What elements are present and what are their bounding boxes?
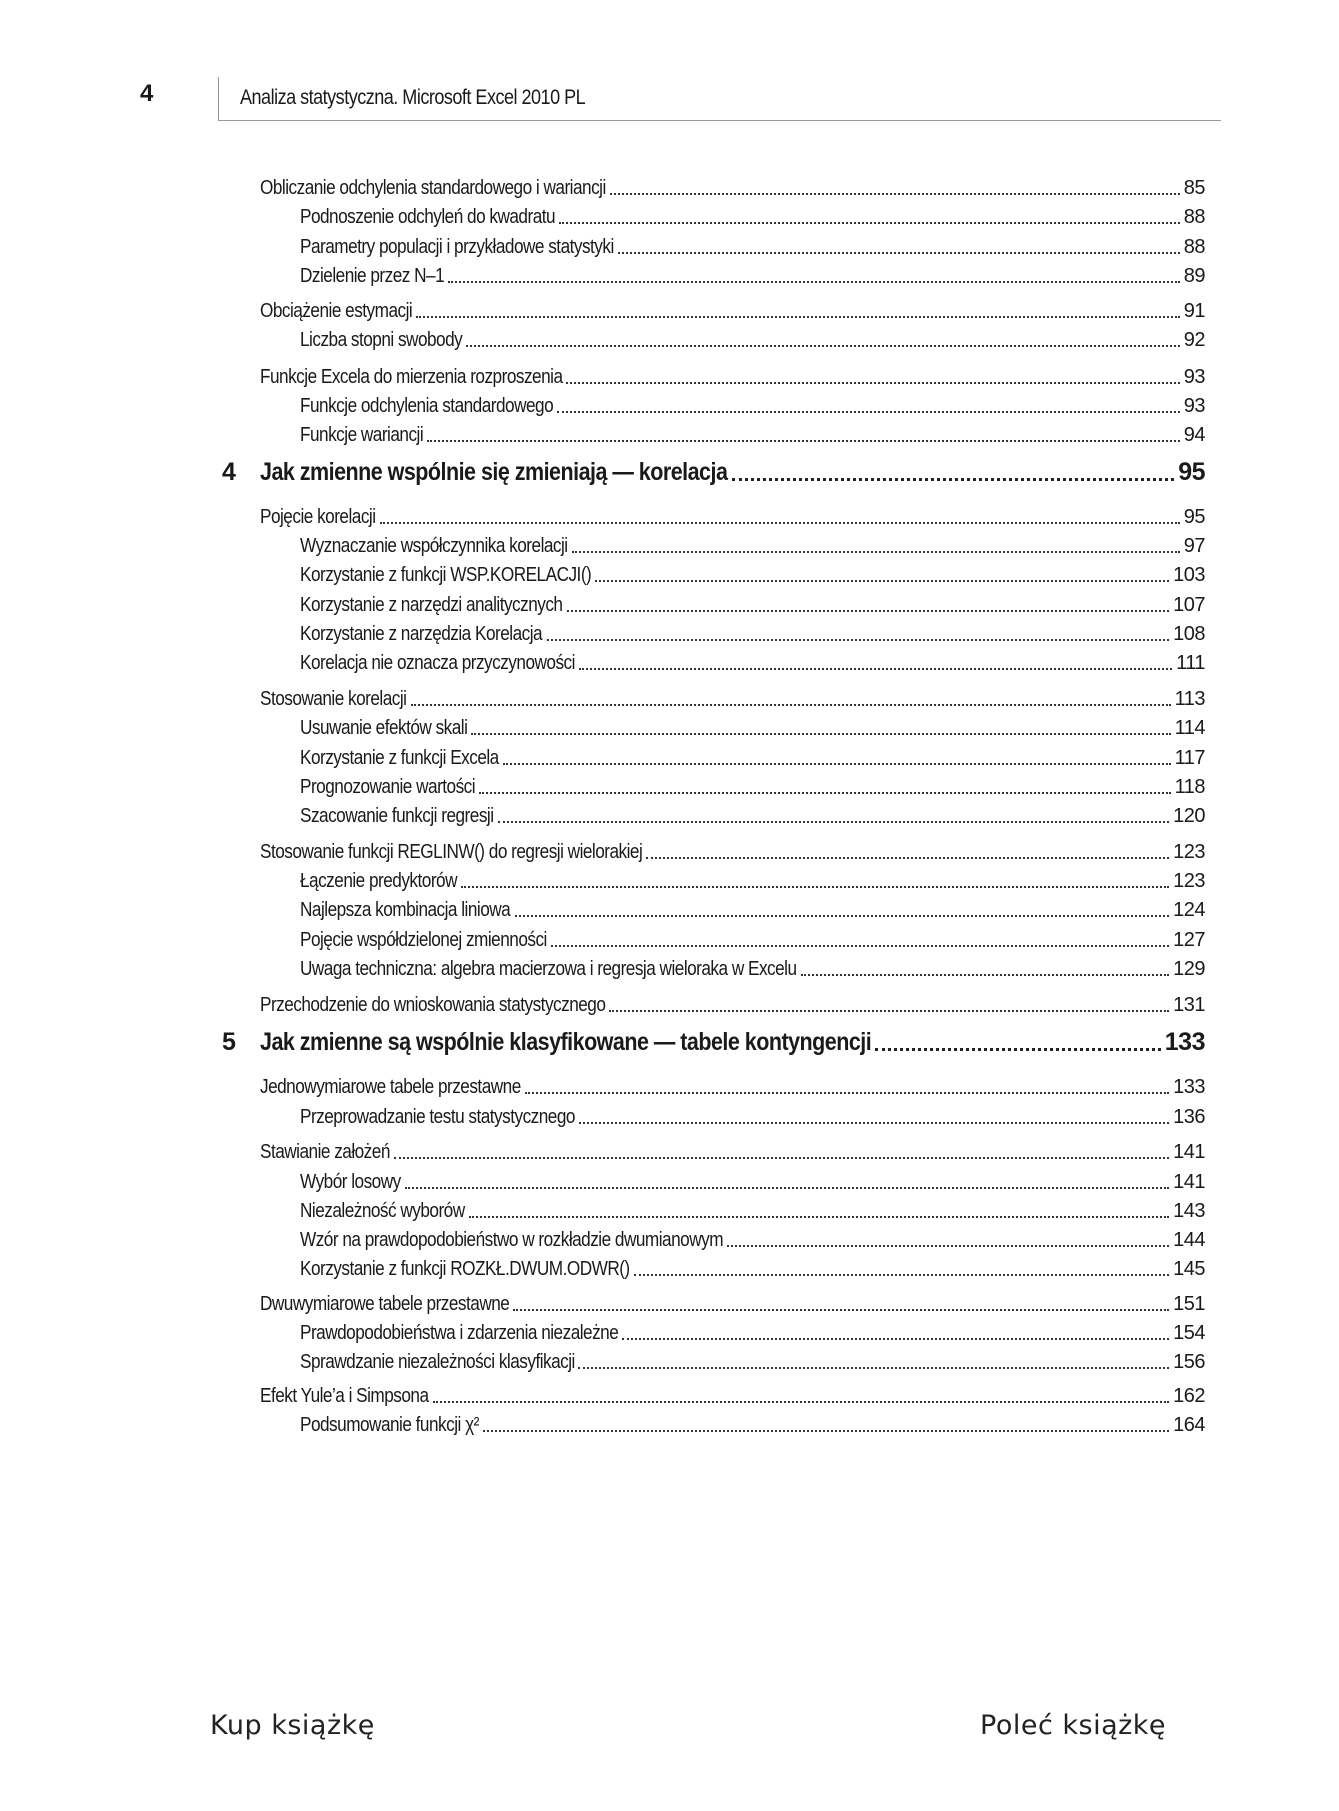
toc-entry bbox=[300, 897, 1205, 923]
dot-leader bbox=[547, 639, 1170, 641]
toc-entry-title: Uwaga techniczna: algebra macierzowa i regresja wieloraka w Excelu bbox=[300, 958, 797, 980]
dot-leader bbox=[498, 821, 1170, 823]
toc-entry bbox=[300, 803, 1205, 829]
toc-entry bbox=[260, 1074, 1205, 1100]
toc-entry-page: 145 bbox=[1173, 1258, 1205, 1280]
toc-entry-page: 151 bbox=[1173, 1293, 1205, 1315]
dot-leader bbox=[567, 610, 1169, 612]
chapter-number: 4 bbox=[222, 458, 236, 486]
toc-entry-page: 129 bbox=[1173, 958, 1205, 980]
toc-entry bbox=[260, 839, 1205, 865]
toc-entry bbox=[300, 774, 1205, 800]
toc-entry-title: Korzystanie z funkcji ROZKŁ.DWUM.ODWR() bbox=[300, 1258, 630, 1280]
toc-entry-page: 103 bbox=[1173, 564, 1205, 586]
toc-entry bbox=[300, 422, 1205, 448]
toc-entry bbox=[300, 592, 1205, 618]
toc-entry-page: 131 bbox=[1173, 994, 1205, 1016]
toc-entry-title: Stosowanie funkcji REGLINW() do regresji wielorakiej bbox=[260, 841, 643, 863]
buy-book-link[interactable]: Kup książkę bbox=[210, 1710, 375, 1741]
toc-entry bbox=[260, 175, 1205, 201]
toc-entry-page: 113 bbox=[1174, 688, 1205, 710]
toc-entry-title: Podsumowanie funkcji χ² bbox=[300, 1414, 479, 1436]
dot-leader bbox=[801, 974, 1169, 976]
toc-entry bbox=[300, 562, 1205, 588]
toc-entry-title: Korelacja nie oznacza przyczynowości bbox=[300, 652, 575, 674]
toc-entry-page: 143 bbox=[1173, 1200, 1205, 1222]
dot-leader bbox=[394, 1157, 1169, 1159]
toc-entry-title: Dwuwymiarowe tabele przestawne bbox=[260, 1293, 510, 1315]
toc-entry-title: Wyznaczanie współczynnika korelacji bbox=[300, 535, 568, 557]
dot-leader bbox=[483, 1430, 1169, 1432]
toc-entry-title: Korzystanie z narzędzia Korelacja bbox=[300, 623, 543, 645]
dot-leader bbox=[551, 945, 1169, 947]
dot-leader bbox=[875, 1048, 1161, 1051]
toc-entry-page: 114 bbox=[1174, 717, 1205, 739]
toc-entry-title: Łączenie predyktorów bbox=[300, 870, 458, 892]
dot-leader bbox=[732, 478, 1174, 481]
dot-leader bbox=[618, 252, 1180, 254]
toc-entry-title: Pojęcie współdzielonej zmienności bbox=[300, 929, 547, 951]
toc-entry-title: Dzielenie przez N–1 bbox=[300, 265, 445, 287]
dot-leader bbox=[380, 522, 1180, 524]
dot-leader bbox=[578, 1367, 1169, 1369]
toc-entry bbox=[260, 1291, 1205, 1317]
toc-entry-page: 94 bbox=[1183, 424, 1205, 446]
toc-entry-title: Jednowymiarowe tabele przestawne bbox=[260, 1076, 521, 1098]
toc-entry bbox=[300, 956, 1205, 982]
dot-leader bbox=[566, 382, 1180, 384]
toc-entry bbox=[300, 204, 1205, 230]
toc-entry-title: Sprawdzanie niezależności klasyfikacji bbox=[300, 1351, 575, 1373]
toc-entry-page: 108 bbox=[1173, 623, 1205, 645]
toc-entry-title: Prawdopodobieństwa i zdarzenia niezależne bbox=[300, 1322, 619, 1344]
toc-entry bbox=[300, 621, 1205, 647]
toc-entry-title: Przechodzenie do wnioskowania statystycznego bbox=[260, 994, 606, 1016]
toc-entry bbox=[300, 1169, 1205, 1195]
toc-entry bbox=[300, 1256, 1205, 1282]
toc-entry-page: 154 bbox=[1173, 1322, 1205, 1344]
toc-entry-page: 133 bbox=[1164, 1028, 1205, 1056]
toc-entry-page: 123 bbox=[1173, 870, 1205, 892]
toc-entry-page: 95 bbox=[1178, 458, 1205, 486]
toc-entry-page: 144 bbox=[1173, 1229, 1205, 1251]
toc-entry-page: 93 bbox=[1183, 395, 1205, 417]
toc-entry bbox=[300, 1320, 1205, 1346]
dot-leader bbox=[559, 222, 1180, 224]
dot-leader bbox=[727, 1245, 1169, 1247]
book-title: Analiza statystyczna. Microsoft Excel 2010 PL bbox=[240, 86, 586, 109]
toc-entry-page: 162 bbox=[1173, 1385, 1205, 1407]
toc-entry bbox=[260, 686, 1205, 712]
dot-leader bbox=[433, 1401, 1170, 1403]
toc-entry bbox=[300, 1349, 1205, 1375]
toc-entry-title: Szacowanie funkcji regresji bbox=[300, 805, 494, 827]
toc-entry bbox=[300, 1198, 1205, 1224]
toc-entry bbox=[300, 650, 1205, 676]
toc-entry bbox=[300, 234, 1205, 260]
toc-entry-page: 123 bbox=[1173, 841, 1205, 863]
toc-entry-page: 141 bbox=[1173, 1171, 1205, 1193]
toc-entry-title: Prognozowanie wartości bbox=[300, 776, 476, 798]
dot-leader bbox=[466, 345, 1180, 347]
toc-entry bbox=[300, 393, 1205, 419]
toc-entry-title: Najlepsza kombinacja liniowa bbox=[300, 899, 511, 921]
dot-leader bbox=[622, 1338, 1169, 1340]
dot-leader bbox=[479, 792, 1171, 794]
toc-entry bbox=[260, 364, 1205, 390]
toc-entry-title: Korzystanie z narzędzi analitycznych bbox=[300, 594, 563, 616]
toc-entry bbox=[300, 1104, 1205, 1130]
toc-entry-title: Obliczanie odchylenia standardowego i wariancji bbox=[260, 177, 606, 199]
toc-entry-page: 85 bbox=[1183, 177, 1205, 199]
dot-leader bbox=[557, 411, 1179, 413]
dot-leader bbox=[525, 1092, 1169, 1094]
toc-entry-title: Funkcje Excela do mierzenia rozproszenia bbox=[260, 366, 563, 388]
toc-entry-page: 91 bbox=[1183, 300, 1205, 322]
toc-entry-title: Przeprowadzanie testu statystycznego bbox=[300, 1106, 575, 1128]
toc-entry-title: Wzór na prawdopodobieństwo w rozkładzie dwumianowym bbox=[300, 1229, 724, 1251]
toc-entry-page: 124 bbox=[1173, 899, 1205, 921]
toc-entry-page: 120 bbox=[1173, 805, 1205, 827]
toc-entry-page: 127 bbox=[1173, 929, 1205, 951]
toc-entry bbox=[300, 927, 1205, 953]
toc-entry-page: 111 bbox=[1176, 652, 1205, 674]
dot-leader bbox=[513, 1309, 1169, 1311]
dot-leader bbox=[595, 580, 1169, 582]
toc-entry-page: 97 bbox=[1183, 535, 1205, 557]
toc-entry-title: Podnoszenie odchyleń do kwadratu bbox=[300, 206, 556, 228]
toc-entry-page: 88 bbox=[1183, 206, 1205, 228]
dot-leader bbox=[609, 1010, 1169, 1012]
toc-entry-title: Funkcje odchylenia standardowego bbox=[300, 395, 554, 417]
toc-entry-title: Efekt Yule’a i Simpsona bbox=[260, 1385, 429, 1407]
toc-entry-page: 141 bbox=[1173, 1141, 1205, 1163]
dot-leader bbox=[448, 281, 1180, 283]
toc-chapter-entry bbox=[222, 456, 1205, 488]
dot-leader bbox=[646, 857, 1169, 859]
dot-leader bbox=[411, 704, 1171, 706]
dot-leader bbox=[572, 551, 1180, 553]
toc-entry bbox=[300, 263, 1205, 289]
dot-leader bbox=[427, 440, 1179, 442]
dot-leader bbox=[469, 1216, 1169, 1218]
toc-entry-page: 164 bbox=[1173, 1414, 1205, 1436]
dot-leader bbox=[579, 1122, 1169, 1124]
toc-entry bbox=[300, 327, 1205, 353]
dot-leader bbox=[461, 886, 1170, 888]
toc-entry-title: Wybór losowy bbox=[300, 1171, 401, 1193]
toc-entry-page: 136 bbox=[1173, 1106, 1205, 1128]
page-number: 4 bbox=[140, 80, 154, 107]
chapter-number: 5 bbox=[222, 1028, 236, 1056]
toc-entry bbox=[300, 745, 1205, 771]
page-header bbox=[0, 0, 1339, 125]
toc-entry-page: 88 bbox=[1183, 236, 1205, 258]
dot-leader bbox=[503, 763, 1171, 765]
toc-entry-page: 107 bbox=[1173, 594, 1205, 616]
toc-entry-page: 117 bbox=[1174, 747, 1205, 769]
toc-entry-title: Jak zmienne wspólnie się zmieniają — korelacja bbox=[260, 458, 728, 486]
toc-entry bbox=[300, 533, 1205, 559]
toc-entry bbox=[300, 1227, 1205, 1253]
toc-entry-page: 95 bbox=[1183, 506, 1205, 528]
toc-entry-title: Obciążenie estymacji bbox=[260, 300, 413, 322]
toc-entry bbox=[260, 1383, 1205, 1409]
toc-entry bbox=[260, 1139, 1205, 1165]
toc-entry-page: 93 bbox=[1183, 366, 1205, 388]
header-divider-vertical bbox=[218, 77, 219, 121]
header-divider-horizontal bbox=[218, 120, 1221, 121]
toc-entry bbox=[260, 504, 1205, 530]
dot-leader bbox=[579, 668, 1173, 670]
dot-leader bbox=[405, 1187, 1169, 1189]
toc-entry-title: Stosowanie korelacji bbox=[260, 688, 407, 710]
toc-entry-title: Usuwanie efektów skali bbox=[300, 717, 468, 739]
toc-entry-page: 156 bbox=[1173, 1351, 1205, 1373]
toc-entry-title: Parametry populacji i przykładowe statystyki bbox=[300, 236, 614, 258]
toc-entry-title: Funkcje wariancji bbox=[300, 424, 424, 446]
dot-leader bbox=[471, 733, 1171, 735]
dot-leader bbox=[416, 316, 1180, 318]
toc-entry bbox=[300, 1412, 1205, 1438]
toc-entry-page: 92 bbox=[1183, 329, 1205, 351]
toc-entry-page: 118 bbox=[1174, 776, 1205, 798]
dot-leader bbox=[515, 915, 1169, 917]
toc-entry-page: 133 bbox=[1173, 1076, 1205, 1098]
toc-entry bbox=[260, 298, 1205, 324]
recommend-book-link[interactable]: Poleć książkę bbox=[980, 1710, 1167, 1741]
toc-entry-title: Liczba stopni swobody bbox=[300, 329, 463, 351]
dot-leader bbox=[610, 193, 1180, 195]
dot-leader bbox=[634, 1274, 1169, 1276]
toc-entry-title: Korzystanie z funkcji WSP.KORELACJI() bbox=[300, 564, 592, 586]
toc-entry bbox=[300, 868, 1205, 894]
toc-entry-title: Niezależność wyborów bbox=[300, 1200, 465, 1222]
toc-entry-title: Korzystanie z funkcji Excela bbox=[300, 747, 499, 769]
toc-entry-title: Pojęcie korelacji bbox=[260, 506, 376, 528]
toc-entry bbox=[300, 715, 1205, 741]
toc-entry-page: 89 bbox=[1183, 265, 1205, 287]
toc-chapter-entry bbox=[222, 1026, 1205, 1058]
toc-entry-title: Jak zmienne są wspólnie klasyfikowane — tabele kontyngencji bbox=[260, 1028, 872, 1056]
toc-entry bbox=[260, 992, 1205, 1018]
toc-entry-title: Stawianie założeń bbox=[260, 1141, 390, 1163]
